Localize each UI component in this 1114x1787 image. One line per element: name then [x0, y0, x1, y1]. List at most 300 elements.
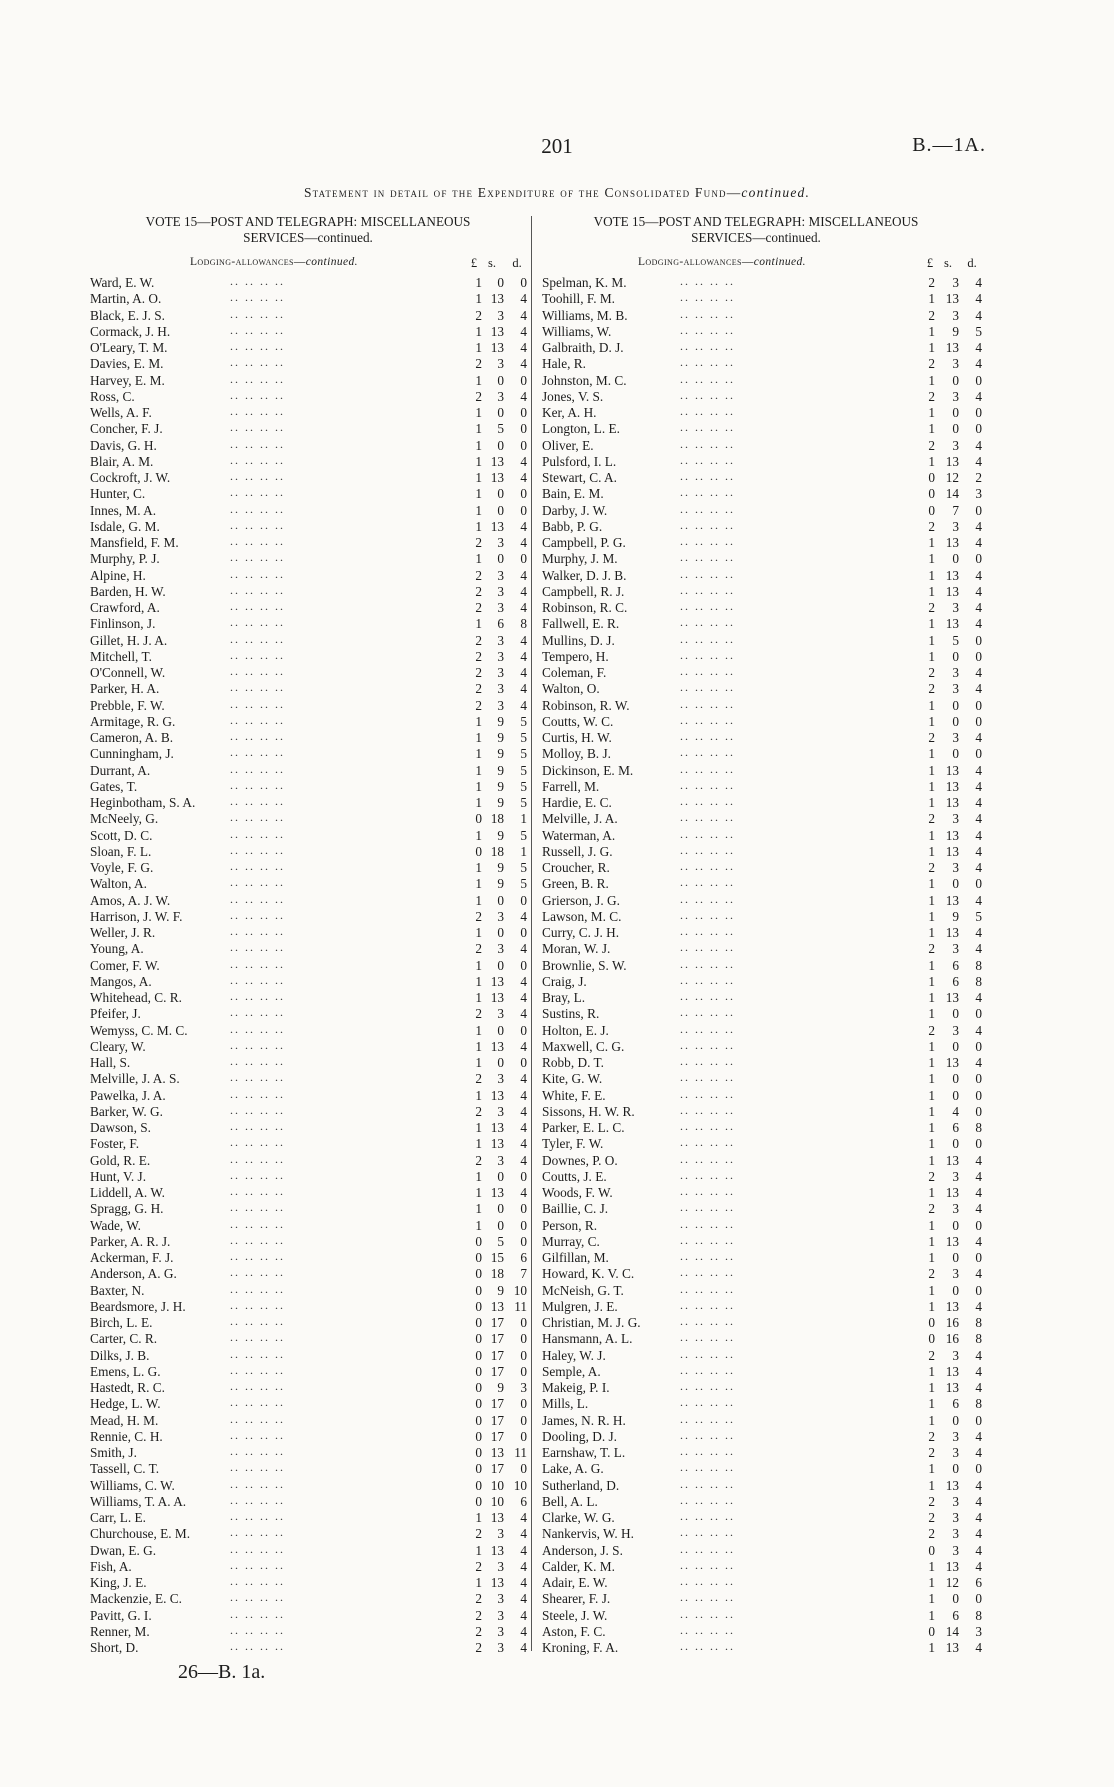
row-shillings: 6	[497, 616, 504, 632]
row-shillings: 0	[497, 1055, 504, 1070]
row-pence: 0	[975, 1103, 982, 1119]
row-pence: 4	[520, 583, 527, 599]
table-row	[90, 844, 530, 860]
leader-dots: .. .. .. ..	[230, 680, 285, 695]
row-pounds: 1	[475, 925, 482, 940]
row-pence: 4	[975, 616, 982, 632]
table-row	[542, 811, 1002, 827]
row-pounds: 2	[928, 1168, 935, 1184]
leader-dots: .. .. .. ..	[680, 842, 735, 857]
row-name: Molloy, B. J.	[542, 746, 611, 762]
leader-dots: .. .. .. ..	[680, 940, 735, 955]
row-shillings: 13	[490, 1542, 504, 1558]
row-pounds: 1	[475, 778, 482, 794]
row-pounds: 2	[928, 1266, 935, 1282]
row-shillings: 0	[497, 437, 504, 453]
row-name: Ker, A. H.	[542, 405, 597, 420]
table-row	[90, 714, 530, 730]
row-name: O'Leary, T. M.	[90, 340, 168, 355]
row-name: Hastedt, R. C.	[90, 1380, 165, 1395]
row-pence: 5	[520, 713, 527, 729]
row-pounds: 2	[928, 388, 935, 404]
leader-dots: .. .. .. ..	[230, 1297, 285, 1312]
row-pence: 4	[975, 811, 982, 827]
table-row	[542, 1624, 1002, 1640]
row-name: Lawson, M. C.	[542, 908, 622, 924]
row-pence: 10	[513, 1282, 527, 1298]
row-pounds: 1	[928, 648, 935, 664]
row-shillings: 3	[497, 1640, 504, 1655]
row-shillings: 0	[497, 486, 504, 502]
row-name: Barker, W. G.	[90, 1103, 163, 1119]
leader-dots: .. .. .. ..	[680, 1102, 735, 1117]
row-pounds: 0	[475, 811, 482, 827]
row-pence: 0	[520, 1022, 527, 1038]
leader-dots: .. .. .. ..	[680, 1460, 735, 1475]
row-pounds: 2	[928, 307, 935, 323]
row-pence: 0	[975, 1591, 982, 1607]
row-pence: 4	[520, 518, 527, 534]
row-pence: 5	[975, 908, 982, 924]
row-pence: 4	[975, 437, 982, 453]
row-pounds: 2	[928, 665, 935, 680]
row-name: Spelman, K. M.	[542, 275, 627, 290]
row-name: Mitchell, T.	[90, 648, 152, 664]
row-name: Pavitt, G. I.	[90, 1607, 152, 1623]
table-row	[542, 438, 1002, 454]
table-row	[90, 909, 530, 925]
row-pounds: 1	[928, 372, 935, 388]
row-name: Dilks, J. B.	[90, 1347, 150, 1363]
table-row	[90, 1413, 530, 1429]
row-pounds: 1	[928, 843, 935, 859]
leader-dots: .. .. .. ..	[230, 306, 285, 321]
row-shillings: 13	[490, 1136, 504, 1152]
row-pounds: 2	[928, 600, 935, 615]
table-row	[90, 389, 530, 405]
row-pounds: 1	[928, 1217, 935, 1233]
row-pence: 4	[520, 941, 527, 957]
leader-dots: .. .. .. ..	[230, 761, 285, 776]
row-pence: 4	[975, 681, 982, 697]
leader-dots: .. .. .. ..	[230, 1102, 285, 1117]
right-vote-heading-line1: VOTE 15—POST AND TELEGRAPH: MISCELLANEOUS	[593, 214, 919, 229]
leader-dots: .. .. .. ..	[680, 404, 735, 418]
row-name: Woods, F. W.	[542, 1185, 613, 1200]
row-name: Downes, P. O.	[542, 1152, 618, 1168]
leader-dots: .. .. .. ..	[680, 810, 735, 825]
left-vote-heading-line1: VOTE 15—POST AND TELEGRAPH: MISCELLANEOUS	[145, 214, 471, 229]
table-row	[542, 1104, 1002, 1120]
row-shillings: 0	[497, 405, 504, 420]
row-pence: 3	[520, 1380, 527, 1395]
row-pence: 4	[975, 275, 982, 290]
row-shillings: 3	[497, 1152, 504, 1168]
row-pence: 4	[975, 1493, 982, 1509]
row-shillings: 0	[497, 1217, 504, 1233]
table-row	[90, 925, 530, 941]
row-pence: 0	[975, 713, 982, 729]
row-shillings: 0	[952, 1591, 959, 1607]
row-name: Baxter, N.	[90, 1282, 145, 1298]
row-pounds: 2	[475, 1103, 482, 1119]
row-shillings: 7	[952, 502, 959, 518]
row-shillings: 6	[952, 1396, 959, 1412]
row-pounds: 2	[475, 1623, 482, 1639]
row-pounds: 0	[475, 1493, 482, 1509]
leader-dots: .. .. .. ..	[680, 1444, 735, 1458]
table-row	[542, 779, 1002, 795]
row-pounds: 2	[475, 1607, 482, 1623]
row-pence: 8	[975, 973, 982, 989]
leader-dots: .. .. .. ..	[680, 517, 735, 532]
leader-dots: .. .. .. ..	[680, 290, 735, 305]
row-pence: 0	[520, 1461, 527, 1477]
row-pence: 0	[520, 925, 527, 940]
leader-dots: .. .. .. ..	[680, 1330, 735, 1345]
row-shillings: 3	[497, 600, 504, 615]
row-pounds: 1	[475, 405, 482, 420]
table-row	[90, 990, 530, 1006]
row-pence: 8	[975, 1396, 982, 1412]
row-name: Voyle, F. G.	[90, 860, 154, 875]
row-pence: 4	[975, 1510, 982, 1525]
table-row	[90, 568, 530, 584]
leader-dots: .. .. .. ..	[230, 1070, 285, 1085]
leader-dots: .. .. .. ..	[680, 485, 735, 500]
row-pounds: 2	[928, 356, 935, 372]
row-pence: 4	[520, 973, 527, 989]
row-name: Dwan, E. G.	[90, 1542, 157, 1558]
row-shillings: 3	[952, 1510, 959, 1525]
row-shillings: 0	[497, 502, 504, 518]
row-name: Kite, G. W.	[542, 1071, 603, 1087]
leader-dots: .. .. .. ..	[680, 1476, 735, 1491]
row-shillings: 13	[945, 1363, 959, 1379]
row-name: White, F. E.	[542, 1087, 606, 1103]
leader-dots: .. .. .. ..	[680, 924, 735, 938]
row-pence: 4	[975, 1558, 982, 1574]
table-row	[90, 1510, 530, 1526]
leader-dots: .. .. .. ..	[680, 1054, 735, 1068]
leader-dots: .. .. .. ..	[680, 1574, 735, 1588]
leader-dots: .. .. .. ..	[230, 1346, 285, 1361]
table-row	[542, 876, 1002, 892]
row-shillings: 5	[497, 1233, 504, 1249]
row-name: Scott, D. C.	[90, 827, 153, 843]
row-name: Wade, W.	[90, 1217, 141, 1233]
leader-dots: .. .. .. ..	[680, 875, 735, 890]
row-pounds: 1	[475, 421, 482, 437]
row-shillings: 10	[490, 1477, 504, 1493]
row-shillings: 13	[490, 291, 504, 307]
row-pounds: 1	[475, 518, 482, 534]
table-row	[542, 1640, 1002, 1656]
row-name: Robinson, R. C.	[542, 600, 628, 615]
row-pence: 4	[975, 730, 982, 745]
table-row	[542, 1185, 1002, 1201]
row-pounds: 2	[475, 388, 482, 404]
row-shillings: 0	[497, 925, 504, 940]
row-pence: 1	[520, 811, 527, 827]
table-row	[542, 795, 1002, 811]
table-row	[90, 1185, 530, 1201]
table-row	[90, 1283, 530, 1299]
row-pounds: 0	[928, 1542, 935, 1558]
row-pounds: 1	[928, 1233, 935, 1249]
row-name: Durrant, A.	[90, 762, 151, 778]
table-row	[542, 893, 1002, 909]
row-name: Parker, H. A.	[90, 681, 160, 697]
table-row	[542, 1608, 1002, 1624]
row-pence: 4	[520, 1526, 527, 1542]
table-row	[90, 291, 530, 307]
row-name: Isdale, G. M.	[90, 518, 160, 534]
table-row	[542, 1039, 1002, 1055]
row-pence: 0	[975, 1071, 982, 1087]
leader-dots: .. .. .. ..	[680, 306, 735, 321]
row-name: Calder, K. M.	[542, 1558, 615, 1574]
table-row	[542, 1250, 1002, 1266]
row-name: Short, D.	[90, 1640, 139, 1655]
row-pence: 4	[520, 1591, 527, 1607]
table-row	[542, 1494, 1002, 1510]
row-pounds: 1	[928, 1071, 935, 1087]
row-name: Galbraith, D. J.	[542, 340, 624, 355]
row-pence: 4	[975, 1185, 982, 1200]
row-shillings: 17	[490, 1412, 504, 1428]
row-name: Croucher, R.	[542, 860, 610, 875]
row-pence: 0	[975, 1412, 982, 1428]
row-name: Johnston, M. C.	[542, 372, 627, 388]
row-pence: 4	[975, 860, 982, 875]
row-pounds: 1	[928, 1477, 935, 1493]
row-name: Mullins, D. J.	[542, 632, 615, 648]
leader-dots: .. .. .. ..	[680, 1622, 735, 1637]
row-shillings: 0	[952, 1282, 959, 1298]
row-name: Coutts, J. E.	[542, 1168, 607, 1184]
leader-dots: .. .. .. ..	[680, 1411, 735, 1426]
row-name: Green, B. R.	[542, 876, 609, 892]
row-shillings: 9	[497, 746, 504, 762]
row-pence: 5	[975, 323, 982, 339]
table-row	[542, 941, 1002, 957]
leader-dots: .. .. .. ..	[230, 582, 285, 597]
table-row	[542, 275, 1002, 291]
row-pence: 4	[975, 990, 982, 1005]
table-row	[542, 356, 1002, 372]
row-pence: 0	[975, 1217, 982, 1233]
row-name: Darby, J. W.	[542, 502, 608, 518]
leader-dots: .. .. .. ..	[680, 1037, 735, 1052]
row-shillings: 13	[490, 1445, 504, 1460]
row-pence: 0	[975, 405, 982, 420]
row-pence: 6	[975, 1575, 982, 1590]
row-pounds: 2	[928, 811, 935, 827]
row-name: Makeig, P. I.	[542, 1380, 610, 1395]
row-name: Foster, F.	[90, 1136, 140, 1152]
table-row	[90, 746, 530, 762]
row-pounds: 1	[928, 583, 935, 599]
table-row	[90, 1348, 530, 1364]
row-name: Williams, M. B.	[542, 307, 628, 323]
row-pounds: 2	[928, 1022, 935, 1038]
row-pence: 4	[975, 1363, 982, 1379]
table-row	[90, 1396, 530, 1412]
row-pence: 0	[975, 551, 982, 567]
row-pence: 4	[520, 1071, 527, 1087]
row-name: Cunningham, J.	[90, 746, 174, 762]
table-row	[90, 730, 530, 746]
row-name: Mansfield, F. M.	[90, 535, 179, 550]
row-shillings: 0	[952, 1250, 959, 1265]
leader-dots: .. .. .. ..	[230, 1167, 285, 1182]
row-shillings: 13	[945, 1558, 959, 1574]
row-pence: 0	[520, 502, 527, 518]
row-shillings: 13	[945, 778, 959, 794]
leader-dots: .. .. .. ..	[680, 1590, 735, 1605]
row-pence: 4	[975, 307, 982, 323]
row-pence: 4	[975, 1347, 982, 1363]
leader-dots: .. .. .. ..	[230, 1362, 285, 1377]
row-pounds: 1	[475, 470, 482, 485]
row-pence: 0	[520, 551, 527, 567]
row-name: Lake, A. G.	[542, 1461, 604, 1477]
row-shillings: 3	[497, 648, 504, 664]
leader-dots: .. .. .. ..	[230, 956, 285, 971]
row-shillings: 16	[945, 1315, 959, 1330]
table-row	[542, 649, 1002, 665]
table-row	[542, 1413, 1002, 1429]
row-pounds: 1	[475, 892, 482, 908]
table-row	[90, 584, 530, 600]
leader-dots: .. .. .. ..	[680, 1086, 735, 1101]
row-shillings: 0	[497, 551, 504, 567]
row-pence: 4	[975, 1477, 982, 1493]
row-name: Stewart, C. A.	[542, 470, 617, 485]
table-row	[542, 714, 1002, 730]
row-shillings: 0	[952, 1038, 959, 1054]
table-row	[90, 958, 530, 974]
row-pounds: 2	[475, 632, 482, 648]
leader-dots: .. .. .. ..	[680, 1314, 735, 1328]
row-name: McNeish, G. T.	[542, 1282, 624, 1298]
leader-dots: .. .. .. ..	[230, 599, 285, 613]
table-row	[542, 763, 1002, 779]
leader-dots: .. .. .. ..	[230, 436, 285, 451]
row-pounds: 1	[928, 697, 935, 713]
table-row	[90, 503, 530, 519]
row-pounds: 0	[475, 1445, 482, 1460]
row-shillings: 3	[952, 600, 959, 615]
row-pence: 4	[520, 340, 527, 355]
row-pence: 11	[514, 1298, 527, 1314]
row-pence: 5	[520, 730, 527, 745]
row-shillings: 3	[497, 1103, 504, 1119]
table-row	[542, 421, 1002, 437]
row-pounds: 2	[928, 1526, 935, 1542]
row-name: Hall, S.	[90, 1055, 131, 1070]
row-name: Harvey, E. M.	[90, 372, 165, 388]
row-shillings: 0	[952, 421, 959, 437]
row-pounds: 1	[928, 551, 935, 567]
row-pence: 0	[975, 697, 982, 713]
title-main: Statement in detail of the Expenditure of the Consolidated Fund—	[303, 185, 742, 200]
row-pence: 4	[520, 908, 527, 924]
table-row	[90, 795, 530, 811]
leader-dots: .. .. .. ..	[680, 420, 735, 435]
row-shillings: 13	[490, 973, 504, 989]
table-row	[542, 1234, 1002, 1250]
row-pounds: 0	[928, 502, 935, 518]
row-name: Baillie, C. J.	[542, 1201, 609, 1217]
row-pounds: 1	[928, 1412, 935, 1428]
row-shillings: 10	[490, 1493, 504, 1509]
row-name: Tempero, H.	[542, 648, 609, 664]
row-pence: 4	[520, 535, 527, 550]
row-name: Semple, A.	[542, 1363, 601, 1379]
table-row	[542, 1006, 1002, 1022]
row-pounds: 1	[928, 1136, 935, 1152]
row-name: Martin, A. O.	[90, 291, 162, 307]
row-pounds: 1	[475, 1022, 482, 1038]
row-pence: 0	[975, 1461, 982, 1477]
row-shillings: 9	[497, 876, 504, 892]
row-pounds: 1	[475, 275, 482, 290]
leader-dots: .. .. .. ..	[230, 387, 285, 402]
table-row	[90, 1559, 530, 1575]
row-pounds: 2	[475, 681, 482, 697]
row-name: Christian, M. J. G.	[542, 1315, 641, 1330]
row-name: Wells, A. F.	[90, 405, 152, 420]
table-row	[90, 1120, 530, 1136]
row-pence: 0	[520, 437, 527, 453]
row-shillings: 0	[952, 405, 959, 420]
leader-dots: .. .. .. ..	[230, 794, 285, 808]
row-pence: 0	[520, 1412, 527, 1428]
leader-dots: .. .. .. ..	[230, 1249, 285, 1263]
row-pounds: 1	[928, 1591, 935, 1607]
row-name: Blair, A. M.	[90, 453, 154, 469]
row-pounds: 0	[475, 1428, 482, 1444]
row-shillings: 0	[952, 1006, 959, 1022]
table-row	[90, 1299, 530, 1315]
row-shillings: 0	[497, 1201, 504, 1217]
row-pounds: 2	[475, 648, 482, 664]
row-pounds: 1	[928, 405, 935, 420]
leader-dots: .. .. .. ..	[230, 1005, 285, 1020]
row-pounds: 1	[475, 616, 482, 632]
row-pence: 4	[520, 990, 527, 1005]
leader-dots: .. .. .. ..	[680, 826, 735, 841]
row-shillings: 3	[497, 1591, 504, 1607]
row-shillings: 0	[497, 1168, 504, 1184]
row-pounds: 1	[928, 795, 935, 810]
row-name: Anderson, A. G.	[90, 1266, 177, 1282]
row-name: Hansmann, A. L.	[542, 1331, 633, 1347]
leader-dots: .. .. .. ..	[680, 1395, 735, 1410]
row-pounds: 1	[928, 616, 935, 632]
row-name: Weller, J. R.	[90, 925, 156, 940]
row-pounds: 1	[928, 1298, 935, 1314]
table-row	[90, 535, 530, 551]
row-name: Prebble, F. W.	[90, 697, 165, 713]
row-name: Ross, C.	[90, 388, 135, 404]
row-pounds: 1	[928, 1120, 935, 1135]
row-pounds: 0	[475, 1315, 482, 1330]
row-pence: 4	[975, 1152, 982, 1168]
table-row	[542, 698, 1002, 714]
